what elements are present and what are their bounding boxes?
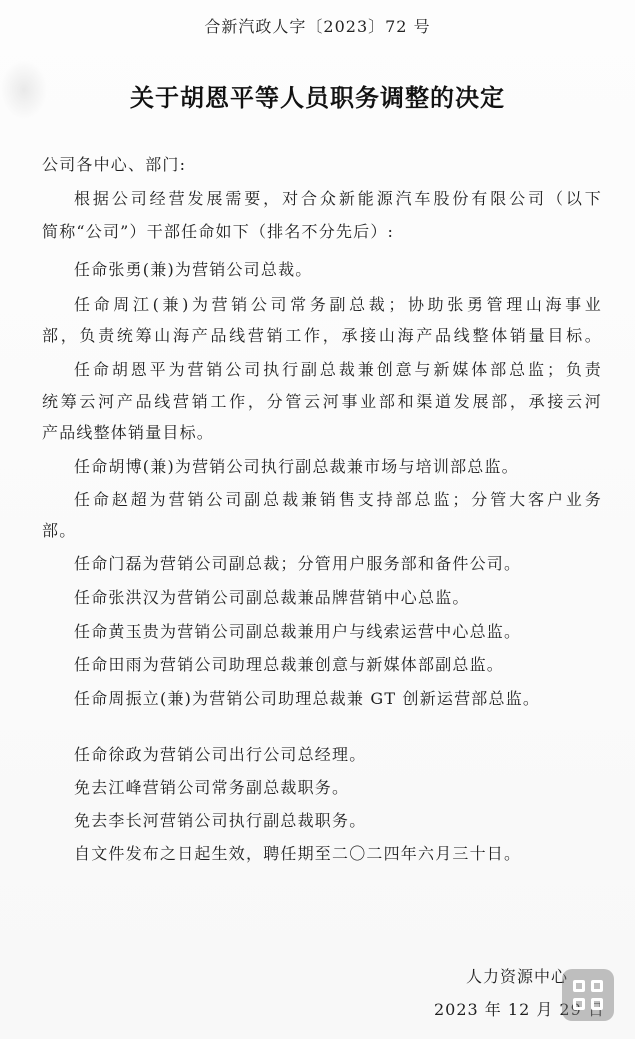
appointment-item: 任命门磊为营销公司副总裁；分管用户服务部和备件公司。: [74, 554, 522, 573]
salutation: 公司各中心、部门:: [42, 155, 187, 174]
appointment-item: 任命胡恩平为营销公司执行副总裁兼创意与新媒体部总监；负责: [74, 360, 602, 379]
effective-date-note: 自文件发布之日起生效，聘任期至二〇二四年六月三十日。: [74, 844, 522, 863]
document-number: 合新汽政人字〔2023〕72 号: [204, 17, 431, 36]
dismissal-item: 免去李长河营销公司执行副总裁职务。: [74, 811, 367, 830]
appointment-item: 任命周江(兼)为营销公司常务副总裁；协助张勇管理山海事业: [74, 295, 602, 314]
appointment-item: 任命张勇(兼)为营销公司总裁。: [74, 260, 313, 279]
document-title: 关于胡恩平等人员职务调整的决定: [130, 83, 505, 112]
appointment-item: 任命徐政为营销公司出行公司总经理。: [74, 745, 367, 764]
grid-icon[interactable]: [562, 969, 614, 1021]
signature-date: 2023 年 12 月 29 日: [434, 1000, 605, 1019]
intro-line: 简称“公司”）干部任命如下（排名不分先后）:: [42, 222, 395, 241]
appointment-item: 任命赵超为营销公司副总裁兼销售支持部总监；分管大客户业务: [74, 490, 602, 509]
intro-line: 根据公司经营发展需要，对合众新能源汽车股份有限公司（以下: [74, 189, 602, 208]
appointment-item: 任命周振立(兼)为营销公司助理总裁兼 GT 创新运营部总监。: [74, 689, 541, 708]
appointment-item: 任命张洪汉为营销公司副总裁兼品牌营销中心总监。: [74, 588, 470, 607]
appointment-item-continued: 统筹云河产品线营销工作，分管云河事业部和渠道发展部，承接云河: [42, 392, 602, 411]
appointment-item: 任命胡博(兼)为营销公司执行副总裁兼市场与培训部总监。: [74, 457, 519, 476]
appointment-item-continued: 产品线整体销量目标。: [42, 423, 215, 442]
appointment-item: 任命田雨为营销公司助理总裁兼创意与新媒体部副总监。: [74, 655, 505, 674]
appointment-item-continued: 部，负责统筹山海产品线营销工作，承接山海产品线整体销量目标。: [42, 326, 602, 345]
appointment-item-continued: 部。: [42, 521, 77, 540]
dismissal-item: 免去江峰营销公司常务副总裁职务。: [74, 778, 350, 797]
appointment-item: 任命黄玉贵为营销公司副总裁兼用户与线索运营中心总监。: [74, 622, 522, 641]
signature-organization: 人力资源中心: [466, 967, 569, 986]
